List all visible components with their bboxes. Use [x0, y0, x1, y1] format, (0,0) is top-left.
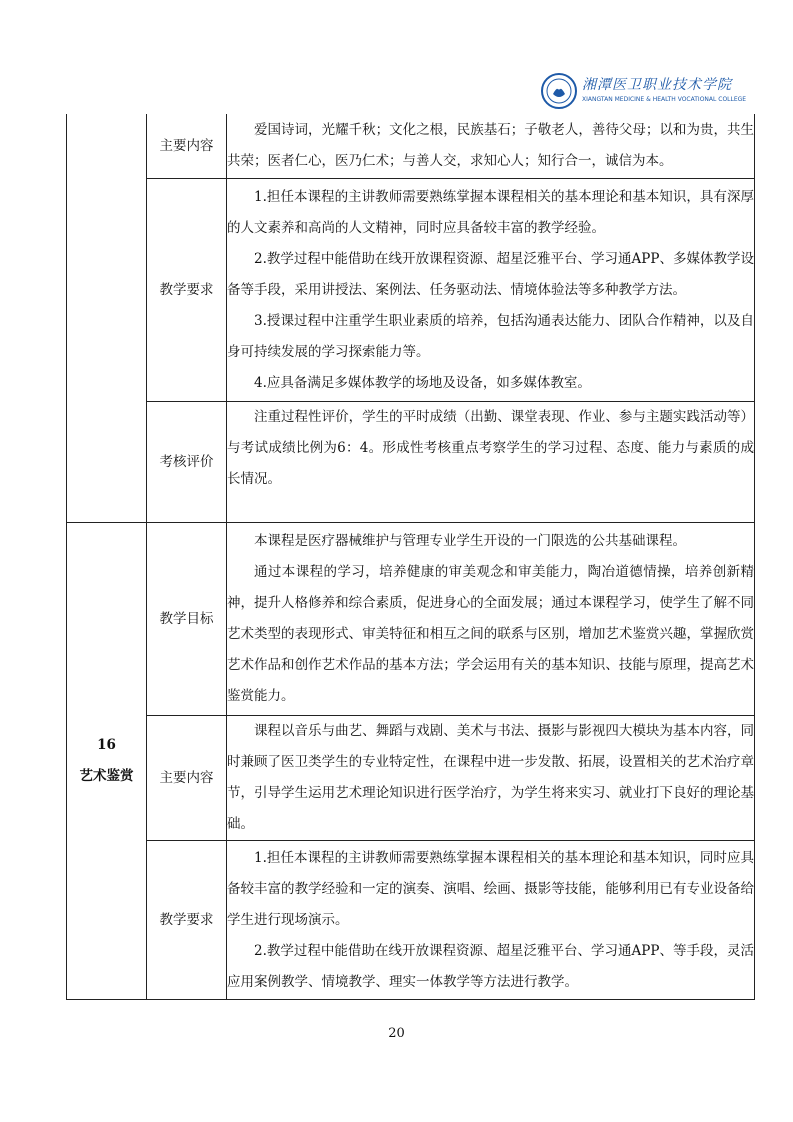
row-label: 主要内容 [147, 716, 227, 841]
row-content [227, 716, 755, 841]
page-number: 20 [388, 1026, 405, 1041]
row-label: 主要内容 [147, 114, 227, 179]
course16-row-goals [67, 523, 755, 716]
school-name-en: XIANGTAN MEDICINE & HEALTH VOCATIONAL COLLEGE [582, 96, 747, 103]
paragraph: 1.担任本课程的主讲教师需要熟练掌握本课程相关的基本理论和基本知识，具有深厚的人文素养和高尚的人文精神，同时应具备较丰富的教学经验。 [227, 188, 754, 236]
row-label: 考核评价 [147, 402, 227, 523]
row-content [227, 523, 755, 716]
school-logo [540, 72, 750, 110]
row-content [227, 114, 755, 179]
paragraph: 3.授课过程中注重学生职业素质的培养，包括沟通表达能力、团队合作精神，以及自身可持续发展的学习探索能力等。 [227, 312, 754, 360]
paragraph: 通过本课程的学习，培养健康的审美观念和审美能力，陶冶道德情操，培养创新精神，提升人格修养和综合素质，促进身心的全面发展；通过本课程学习，使学生了解不同艺术类型的表现形式、审美特征和相互之间的联系与区别，增加艺术鉴赏兴趣，掌握欣赏艺术作品和创作艺术作品的基本方法；学会运用有关的基本知识、技能与原理，提高艺术鉴赏能力。 [227, 564, 754, 704]
row-label: 教学要求 [147, 841, 227, 1000]
course-id-cell [67, 523, 147, 1000]
prev-row-assessment [67, 402, 755, 523]
prev-course-cell [67, 114, 147, 523]
school-name-cn: 湘潭医卫职业技术学院 [582, 77, 732, 93]
school-seal-icon [540, 72, 578, 110]
paragraph: 2.教学过程中能借助在线开放课程资源、超星泛雅平台、学习通APP、等手段，灵活应用案例教学、情境教学、理实一体教学等方法进行教学。 [227, 942, 754, 990]
paragraph: 1.担任本课程的主讲教师需要熟练掌握本课程相关的基本理论和基本知识，同时应具备较丰富的教学经验和一定的演奏、演唱、绘画、摄影等技能，能够利用已有专业设备给学生进行现场演示。 [227, 849, 754, 928]
row-content [227, 179, 755, 402]
paragraph: 2.教学过程中能借助在线开放课程资源、超星泛雅平台、学习通APP、多媒体教学设备等手段，采用讲授法、案例法、任务驱动法、情境体验法等多种教学方法。 [227, 250, 754, 298]
paragraph: 课程以音乐与曲艺、舞蹈与戏剧、美术与书法、摄影与影视四大模块为基本内容，同时兼顾了医卫类学生的专业特定性，在课程中进一步发散、拓展，设置相关的艺术治疗章节，引导学生运用艺术理论知识进行医学治疗，为学生将来实习、就业打下良好的理论基础。 [227, 723, 754, 832]
course-table [66, 114, 755, 1000]
prev-row-content [67, 114, 755, 179]
paragraph: 注重过程性评价，学生的平时成绩（出勤、课堂表现、作业、参与主题实践活动等）与考试成绩比例为6：4。形成性考核重点考察学生的学习过程、态度、能力与素质的成长情况。 [227, 409, 754, 487]
course16-row-requirements [67, 841, 755, 1000]
row-content [227, 402, 755, 523]
row-label: 教学目标 [147, 523, 227, 716]
prev-row-requirements [67, 179, 755, 402]
paragraph: 爱国诗词，光耀千秋；文化之根，民族基石；子敬老人，善待父母；以和为贵，共生共荣；医者仁心，医乃仁术；与善人交，求知心人；知行合一，诚信为本。 [227, 122, 754, 169]
course-number: 16 [97, 737, 116, 753]
course-name: 艺术鉴赏 [79, 768, 134, 784]
row-label: 教学要求 [147, 179, 227, 402]
course16-row-content [67, 716, 755, 841]
paragraph: 本课程是医疗器械维护与管理专业学生开设的一门限选的公共基础课程。 [254, 533, 686, 549]
row-content [227, 841, 755, 1000]
paragraph: 4.应具备满足多媒体教学的场地及设备，如多媒体教室。 [254, 374, 591, 391]
